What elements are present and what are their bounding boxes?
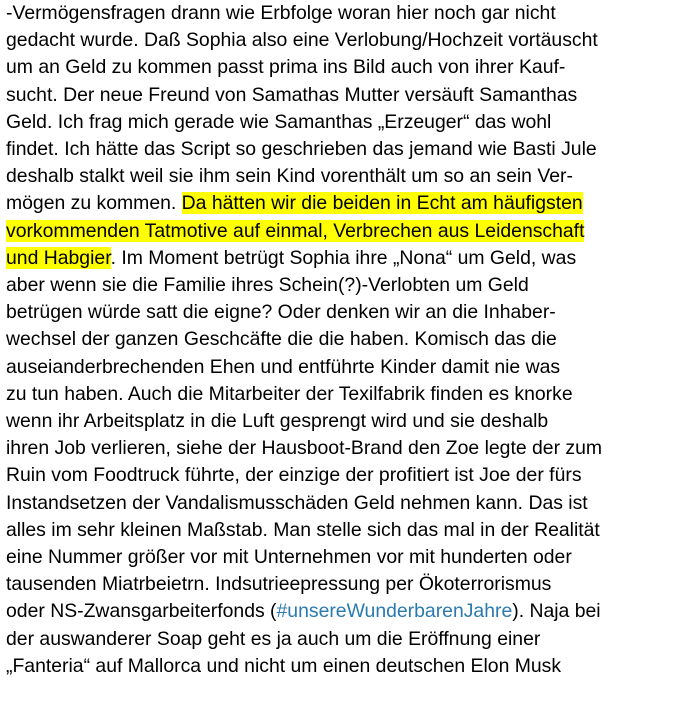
text-line	[6, 653, 561, 680]
text-line	[6, 0, 556, 27]
text-line	[6, 136, 597, 163]
text-segment: mögen zu kommen.	[6, 192, 182, 215]
text-line	[6, 462, 582, 489]
text-line	[6, 190, 583, 217]
text-line	[6, 598, 601, 625]
text-segment: der auswanderer Soap geht es ja auch um die Eröffnung einer	[6, 627, 541, 650]
text-segment: Geld. Ich frag mich gerade wie Samanthas „Erzeuger“ das wohl	[6, 110, 552, 133]
text-segment: ihren Job verlieren, siehe der Hausboot-Brand den Zoe legte der zum	[6, 437, 603, 460]
text-segment: wechsel der ganzen Geschcäfte die die haben. Komisch das die	[6, 328, 557, 351]
text-segment: um an Geld zu kommen passt prima ins Bild auch von ihrer Kauf-	[6, 56, 566, 79]
text-segment: findet. Ich hätte das Script so geschrieben das jemand wie Basti Jule	[6, 138, 597, 160]
text-segment: deshalb stalkt weil sie ihm sein Kind vorenthält um so an sein Ver-	[6, 165, 573, 188]
text-line	[6, 571, 551, 598]
text-segment: . Im Moment betrügt Sophia ihre „Nona“ um Geld, was	[110, 246, 577, 269]
text-segment: ). Naja bei	[512, 600, 601, 623]
text-segment: auseianderbrechenden Ehen und entführte Kinder damit nie was	[6, 355, 561, 378]
highlighted-text: Da hätten wir die beiden in Echt am häufigsten	[181, 192, 583, 215]
text-line	[6, 354, 560, 381]
text-line	[6, 109, 551, 136]
hashtag-link[interactable]: #unsereWunderbarenJahre	[276, 600, 513, 623]
text-segment: tausenden Miatrbeietrn. Indsutrieepressung per Ökoterrorismus	[6, 573, 552, 596]
text-segment: betrügen würde satt die eigne? Oder denken wir an die Inhaber-	[6, 301, 556, 324]
text-segment: eine Nummer größer vor mit Unternehmen vor mit hunderten oder	[6, 546, 572, 568]
text-segment: aber wenn sie die Familie ihres Schein(?)-Verlobten um Geld	[6, 274, 529, 296]
text-line	[6, 381, 573, 408]
text-segment: alles im sehr kleinen Maßstab. Man stelle sich das mal in der Realität	[6, 518, 600, 541]
text-line	[6, 435, 602, 462]
text-line	[6, 27, 598, 54]
text-line	[6, 517, 600, 544]
text-line	[6, 626, 540, 653]
text-segment: Ruin vom Foodtruck führte, der einzige der profitiert ist Joe der fürs	[6, 464, 582, 487]
text-line	[6, 490, 588, 517]
text-segment: zu tun haben. Auch die Mitarbeiter der Texilfabrik finden es knorke	[6, 382, 573, 405]
highlighted-text: und Habgier	[6, 246, 111, 269]
text-segment: „Fanteria“ auf Mallorca und nicht um einen deutschen Elon Musk	[6, 654, 562, 677]
text-segment: sucht. Der neue Freund von Samathas Mutter versäuft Samanthas	[6, 83, 578, 106]
text-line	[6, 218, 584, 245]
text-line	[6, 326, 557, 353]
text-line	[6, 54, 565, 81]
text-segment: wenn ihr Arbeitsplatz in die Luft gesprengt wird und sie deshalb	[6, 410, 549, 432]
text-line	[6, 82, 577, 109]
text-line	[6, 272, 529, 299]
text-segment: Instandsetzen der Vandalismusschäden Geld nehmen kann. Das ist	[6, 491, 588, 514]
text-line	[6, 163, 573, 190]
highlighted-text: vorkommenden Tatmotive auf einmal, Verbrechen aus Leidenschaft	[6, 219, 585, 242]
text-segment: oder NS-Zwansgarbeiterfonds (	[6, 600, 277, 623]
text-line	[6, 544, 572, 571]
text-segment: -Vermögensfragen drann wie Erbfolge woran hier noch gar nicht	[6, 2, 556, 24]
text-segment: gedacht wurde. Daß Sophia also eine Verlobung/Hochzeit vortäuscht	[6, 29, 598, 52]
text-line	[6, 245, 576, 272]
text-line	[6, 299, 556, 326]
text-line	[6, 408, 548, 435]
